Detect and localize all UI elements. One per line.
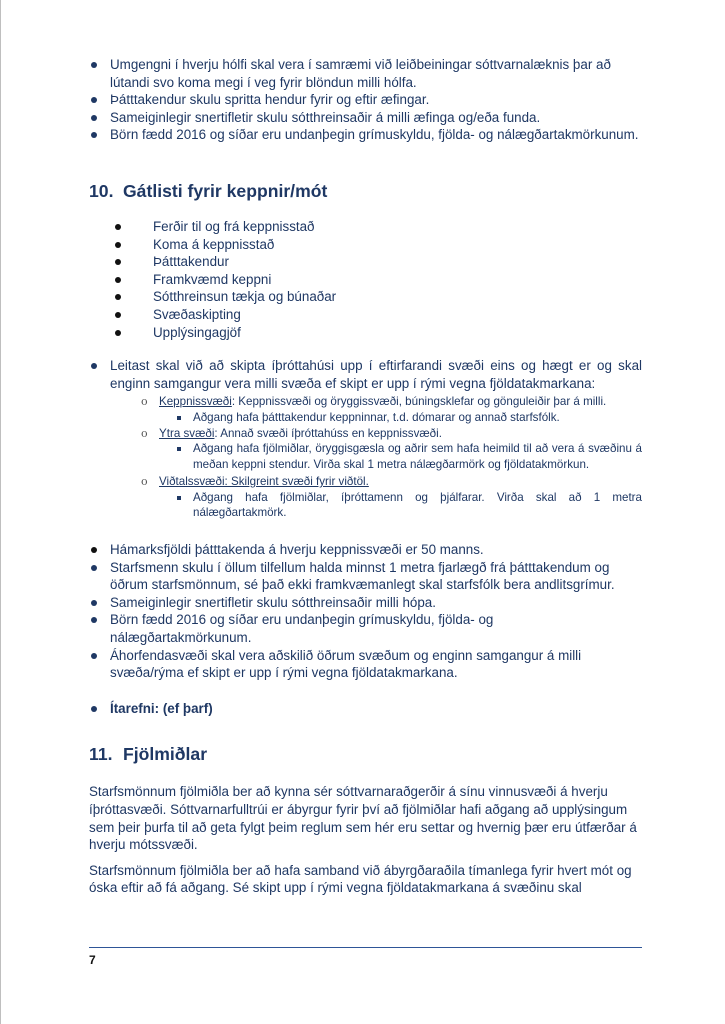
list-item: Börn fædd 2016 og síðar eru undanþegin grímuskyldu, fjölda- og nálægðartakmörkunum. [89, 126, 642, 144]
section-number: 10. [89, 180, 114, 201]
zone-access-list [159, 441, 642, 472]
section-10-heading [89, 180, 642, 202]
extra-list [89, 700, 642, 718]
list-item: Umgengni í hverju hólfi skal vera í samræmi við leiðbeiningar sóttvarnalæknis þar að lútandi svo koma megi í veg fyrir blöndun milli hólfa. [89, 56, 642, 91]
zones-sublist [131, 394, 642, 521]
rules-list [89, 541, 629, 682]
list-item: Starfsmenn skulu í öllum tilfellum halda minnst 1 metra fjarlægð frá þátttakendum og öðrum starfsmönnum, sé það ekki framkvæmanlegt skal starfsfólk bera andlitsgrímur. [89, 559, 629, 594]
zone-access-list [159, 410, 642, 426]
section-11-heading [89, 743, 642, 765]
zone-access-list [159, 490, 642, 521]
zone-name: Ytra svæði [159, 426, 215, 440]
paragraph: Starfsmönnum fjölmiðla ber að hafa samband við ábyrgðaraðila tímanlega fyrir hvert mót og óska eftir að fá aðgang. Sé skipt upp í rými vegna fjöldatakmarkana á svæðinu skal [89, 862, 632, 896]
checklist-item: Sótthreinsun tækja og búnaðar [89, 288, 642, 306]
list-item: Áhorfendasvæði skal vera aðskilið öðrum svæðum og enginn samgangur á milli svæða/rýma ef skipt er upp í rými vegna fjöldatakmarkana. [89, 647, 629, 682]
zone-desc: : Annað svæði íþróttahúss en keppnissvæði. [214, 426, 442, 440]
zone-item [131, 394, 642, 425]
list-item: Sameiginlegir snertifletir skulu sótthreinsaðir milli hópa. [89, 594, 629, 612]
checklist-item: Svæðaskipting [89, 306, 642, 324]
zone-access: Aðgang hafa þátttakendur keppninnar, t.d. dómarar og annað starfsfólk. [131, 410, 642, 426]
zones-list [89, 357, 642, 521]
zone-name: Keppnissvæði [159, 395, 232, 409]
page-content [89, 56, 642, 897]
list-item: Börn fædd 2016 og síðar eru undanþegin grímuskyldu, fjölda- og nálægðartakmörkunum. [89, 611, 629, 646]
list-item: Sameiginlegir snertifletir skulu sótthreinsaðir á milli æfinga og/eða funda. [89, 109, 642, 127]
zone-desc: : Keppnissvæði og öryggissvæði, búningsklefar og gönguleiðir þar á milli. [231, 395, 607, 409]
zone-name: Viðtalssvæði: Skilgreint svæði fyrir viðtöl. [159, 475, 369, 489]
checklist-item: Framkvæmd keppni [89, 271, 642, 289]
section-title: Gátlisti fyrir keppnir/mót [123, 180, 328, 201]
zones-intro-text: Leitast skal við að skipta íþróttahúsi upp í eftirfarandi svæði eins og hægt er og skal enginn samgangur vera milli svæða ef skipt er upp í rými vegna fjöldatakmarkana: [110, 358, 642, 391]
footer-divider [89, 947, 642, 948]
top-bullet-list [89, 56, 642, 144]
paragraph: Starfsmönnum fjölmiðla ber að kynna sér sóttvarnaraðgerðir á sínu vinnusvæði á hverju íþróttasvæði. Sóttvarnarfulltrúi er ábyrgur fyrir því að fjölmiðlar hafi aðgang að upplýsingum sem þeir þurfa til að geta fylgt þeim reglum sem hér eru settar og hvernig þær eru útfærðar á hverju mótssvæði. [89, 784, 637, 853]
extra-material: Ítarefni: (ef þarf) [89, 700, 642, 718]
checklist [89, 218, 642, 341]
page-number: 7 [89, 953, 96, 967]
section-title: Fjölmiðlar [123, 744, 208, 765]
zone-item [131, 474, 642, 521]
zone-access: Aðgang hafa fjölmiðlar, öryggisgæsla og aðrir sem hafa heimild til að vera á svæðinu á meðan keppni stendur. Virða skal 1 metra nálægðarmörk og fjöldatakmörkun. [131, 441, 642, 472]
zone-access: Aðgang hafa fjölmiðlar, íþróttamenn og þjálfarar. Virða skal að 1 metra nálægðartakmörk. [131, 490, 642, 521]
section-number: 11. [89, 744, 113, 765]
checklist-item: Þátttakendur [89, 253, 642, 271]
zones-intro [89, 357, 642, 521]
checklist-item: Ferðir til og frá keppnisstað [89, 218, 642, 236]
zone-item [131, 426, 642, 473]
checklist-item: Upplýsingagjöf [89, 324, 642, 342]
checklist-item: Koma á keppnisstað [89, 236, 642, 254]
list-item: Þátttakendur skulu spritta hendur fyrir og eftir æfingar. [89, 91, 642, 109]
list-item: Hámarksfjöldi þátttakenda á hverju keppnissvæði er 50 manns. [89, 541, 629, 559]
